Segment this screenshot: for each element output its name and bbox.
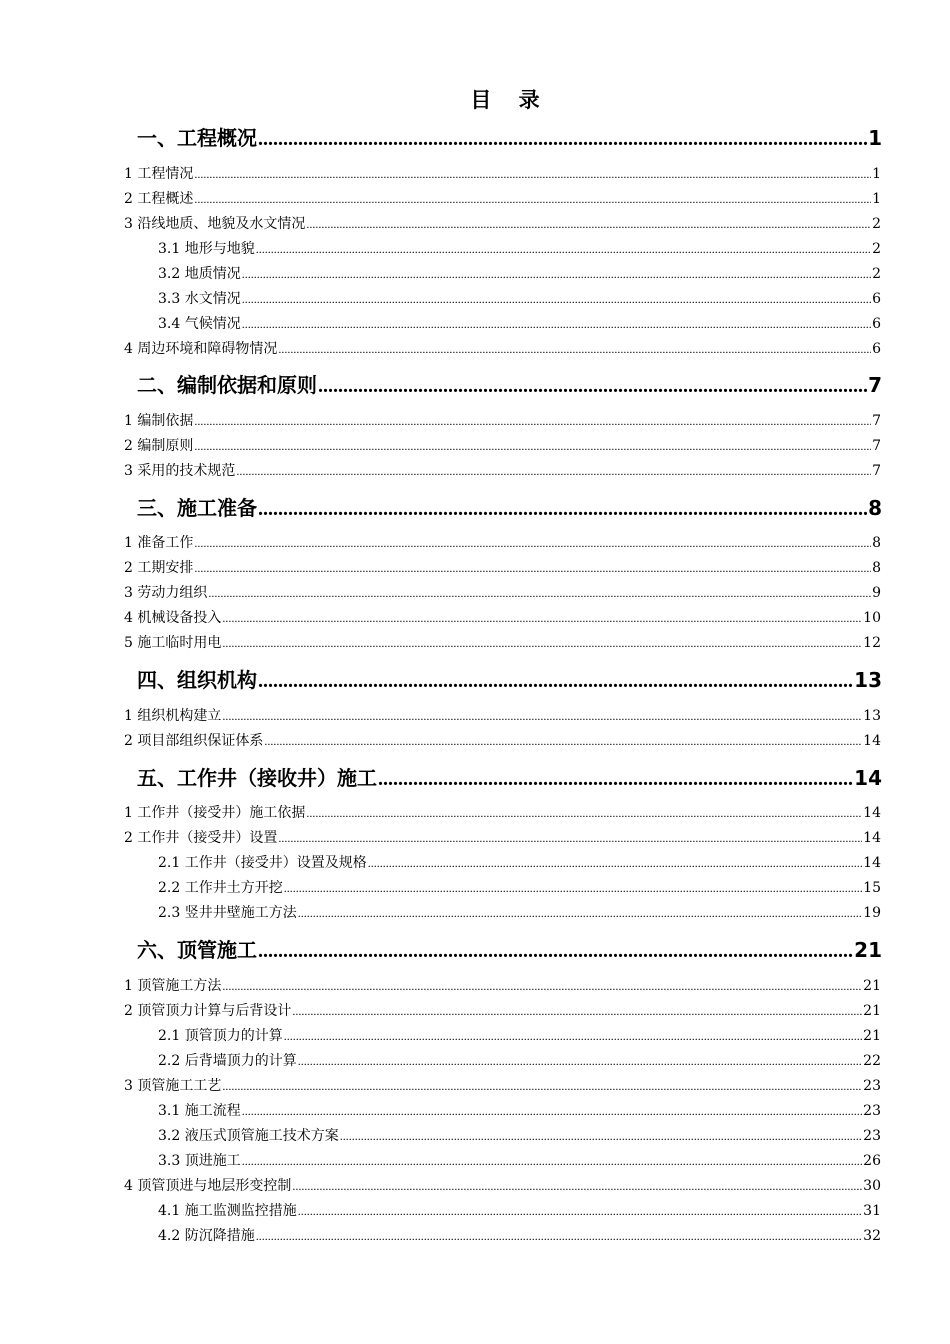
toc-page-number: 23 [863,1078,881,1094]
toc-entry[interactable] [124,706,881,726]
toc-entry[interactable] [124,533,881,553]
dot-leader [306,803,862,823]
toc-entry-label: 三、施工准备 [137,496,257,520]
toc-entry-label: 3 沿线地质、地貌及水文情况 [124,216,306,232]
dot-leader [194,164,871,184]
toc-entry[interactable] [124,339,881,359]
toc-entry[interactable] [124,214,881,234]
dot-leader [256,1226,862,1246]
toc-page-number: 10 [863,610,881,626]
toc-entry-label: 2.1 顶管顶力的计算 [158,1028,283,1044]
toc-entry[interactable] [158,903,881,923]
dot-leader [242,1151,862,1171]
dot-leader [242,264,871,284]
toc-entry-label: 4.1 施工监测监控措施 [158,1203,297,1219]
dot-leader [292,1001,862,1021]
toc-entry-label: 2 工作井（接受井）设置 [124,830,278,846]
toc-entry-label: 1 工程情况 [124,166,194,182]
toc-entry[interactable] [158,239,881,259]
toc-page-number: 21 [863,978,881,994]
toc-page-number: 31 [863,1203,881,1219]
toc-entry-label: 1 编制依据 [124,413,194,429]
toc-page-number: 14 [863,733,881,749]
dot-leader [318,372,867,400]
toc-entry[interactable] [158,314,881,334]
toc-entry[interactable] [124,411,881,431]
toc-entry-label: 4 周边环境和障碍物情况 [124,341,278,357]
dot-leader [194,411,871,431]
dot-leader [222,608,862,628]
toc-chapter-entry[interactable] [137,371,882,399]
toc-page-number: 19 [863,905,881,921]
toc-entry-label: 1 顶管施工方法 [124,978,222,994]
toc-entry-label: 3.1 施工流程 [158,1103,241,1119]
toc-page-number: 7 [872,463,881,479]
toc-page-number: 2 [872,241,881,257]
toc-entry-label: 3 采用的技术规范 [124,463,236,479]
dot-leader [194,436,871,456]
toc-entry-label: 1 准备工作 [124,535,194,551]
dot-leader [242,314,871,334]
toc-page-number: 13 [854,668,882,692]
toc-entry[interactable] [124,731,881,751]
toc-page-number: 2 [872,216,881,232]
toc-page-number: 8 [868,496,882,520]
dot-leader [242,289,871,309]
dot-leader [194,558,871,578]
toc-page-number: 23 [863,1103,881,1119]
toc-entry[interactable] [158,1201,881,1221]
dot-leader [368,853,862,873]
toc-entry-label: 2.1 工作井（接受井）设置及规格 [158,855,367,871]
toc-entry-label: 3.2 地质情况 [158,266,241,282]
toc-page-number: 14 [863,830,881,846]
toc-entry-label: 2 编制原则 [124,438,194,454]
dot-leader [242,1101,862,1121]
toc-entry[interactable] [124,583,881,603]
dot-leader [194,533,871,553]
toc-page-number: 13 [863,708,881,724]
toc-page-number: 23 [863,1128,881,1144]
dot-leader [222,1076,862,1096]
toc-entry[interactable] [124,189,881,209]
dot-leader [278,339,871,359]
toc-entry[interactable] [124,164,881,184]
toc-chapter-entry[interactable] [137,764,882,792]
toc-page-number: 6 [872,291,881,307]
toc-page-number: 7 [868,373,882,397]
toc-entry-label: 1 工作井（接受井）施工依据 [124,805,306,821]
toc-entry-label: 4 机械设备投入 [124,610,222,626]
dot-leader [258,937,853,965]
toc-entry[interactable] [124,1001,881,1021]
toc-entry-label: 2 项目部组织保证体系 [124,733,264,749]
dot-leader [222,706,862,726]
toc-page-number: 1 [872,191,881,207]
toc-entry-label: 3.2 液压式顶管施工技术方案 [158,1128,339,1144]
dot-leader [258,495,867,523]
toc-entry-label: 2 工期安排 [124,560,194,576]
toc-entry[interactable] [124,803,881,823]
toc-entry[interactable] [158,1026,881,1046]
dot-leader [298,1051,862,1071]
dot-leader [378,765,853,793]
toc-chapter-entry[interactable] [137,124,882,152]
toc-entry[interactable] [158,853,881,873]
toc-entry-label: 2.2 工作井土方开挖 [158,880,283,896]
toc-entry[interactable] [158,1051,881,1071]
toc-entry-label: 六、顶管施工 [137,938,257,962]
toc-entry[interactable] [124,1076,881,1096]
toc-chapter-entry[interactable] [137,494,882,522]
toc-page-number: 21 [863,1028,881,1044]
dot-leader [208,583,871,603]
dot-leader [236,461,871,481]
dot-leader [292,1176,862,1196]
dot-leader [284,878,862,898]
toc-page-number: 30 [863,1178,881,1194]
toc-entry-label: 二、编制依据和原则 [137,373,317,397]
toc-entry-label: 2.3 竖井井壁施工方法 [158,905,297,921]
dot-leader [340,1126,862,1146]
toc-page-number: 2 [872,266,881,282]
toc-page-number: 1 [872,166,881,182]
dot-leader [222,633,862,653]
toc-entry[interactable] [124,976,881,996]
toc-entry[interactable] [124,461,881,481]
toc-entry-label: 3 顶管施工工艺 [124,1078,222,1094]
dot-leader [298,1201,862,1221]
toc-page-number: 8 [872,560,881,576]
toc-entry[interactable] [158,1126,881,1146]
toc-page-number: 1 [868,126,882,150]
toc-page-number: 6 [872,316,881,332]
toc-entry[interactable] [124,633,881,653]
toc-entry[interactable] [124,608,881,628]
toc-page-number: 32 [863,1228,881,1244]
dot-leader [264,731,862,751]
toc-chapter-entry[interactable] [137,666,882,694]
toc-page-number: 12 [863,635,881,651]
toc-entry[interactable] [124,828,881,848]
dot-leader [222,976,862,996]
toc-entry-label: 5 施工临时用电 [124,635,222,651]
toc-entry[interactable] [124,558,881,578]
toc-entry-label: 2.2 后背墙顶力的计算 [158,1053,297,1069]
toc-entry-label: 3.3 水文情况 [158,291,241,307]
toc-page-number: 14 [863,805,881,821]
toc-entry-label: 1 组织机构建立 [124,708,222,724]
dot-leader [278,828,862,848]
dot-leader [256,239,871,259]
toc-entry-label: 3.3 顶进施工 [158,1153,241,1169]
dot-leader [306,214,871,234]
toc-entry[interactable] [158,264,881,284]
dot-leader [258,667,853,695]
toc-entry-label: 3.4 气候情况 [158,316,241,332]
toc-page-number: 21 [854,938,882,962]
toc-page-number: 6 [872,341,881,357]
toc-entry[interactable] [158,289,881,309]
toc-page-number: 7 [872,438,881,454]
toc-entry-label: 四、组织机构 [137,668,257,692]
page-title: 目 录 [470,88,550,112]
toc-page-number: 14 [863,855,881,871]
toc-page-number: 21 [863,1003,881,1019]
dot-leader [258,125,867,153]
toc-entry-label: 3.1 地形与地貌 [158,241,255,257]
toc-entry-label: 五、工作井（接收井）施工 [137,766,377,790]
toc-chapter-entry[interactable] [137,936,882,964]
toc-entry[interactable] [158,1226,881,1246]
toc-page-number: 9 [872,585,881,601]
toc-entry-label: 2 工程概述 [124,191,194,207]
toc-entry[interactable] [158,1101,881,1121]
toc-page-number: 26 [863,1153,881,1169]
toc-entry[interactable] [124,436,881,456]
dot-leader [194,189,871,209]
toc-entry-label: 一、工程概况 [137,126,257,150]
toc-entry[interactable] [158,878,881,898]
dot-leader [284,1026,862,1046]
toc-entry-label: 2 顶管顶力计算与后背设计 [124,1003,292,1019]
toc-entry[interactable] [158,1151,881,1171]
toc-entry-label: 3 劳动力组织 [124,585,208,601]
toc-entry-label: 4 顶管顶进与地层形变控制 [124,1178,292,1194]
toc-page-number: 14 [854,766,882,790]
toc-entry-label: 4.2 防沉降措施 [158,1228,255,1244]
toc-page-number: 7 [872,413,881,429]
dot-leader [298,903,862,923]
toc-entry[interactable] [124,1176,881,1196]
toc-page-number: 8 [872,535,881,551]
toc-page-number: 15 [863,880,881,896]
toc-page-number: 22 [863,1053,881,1069]
